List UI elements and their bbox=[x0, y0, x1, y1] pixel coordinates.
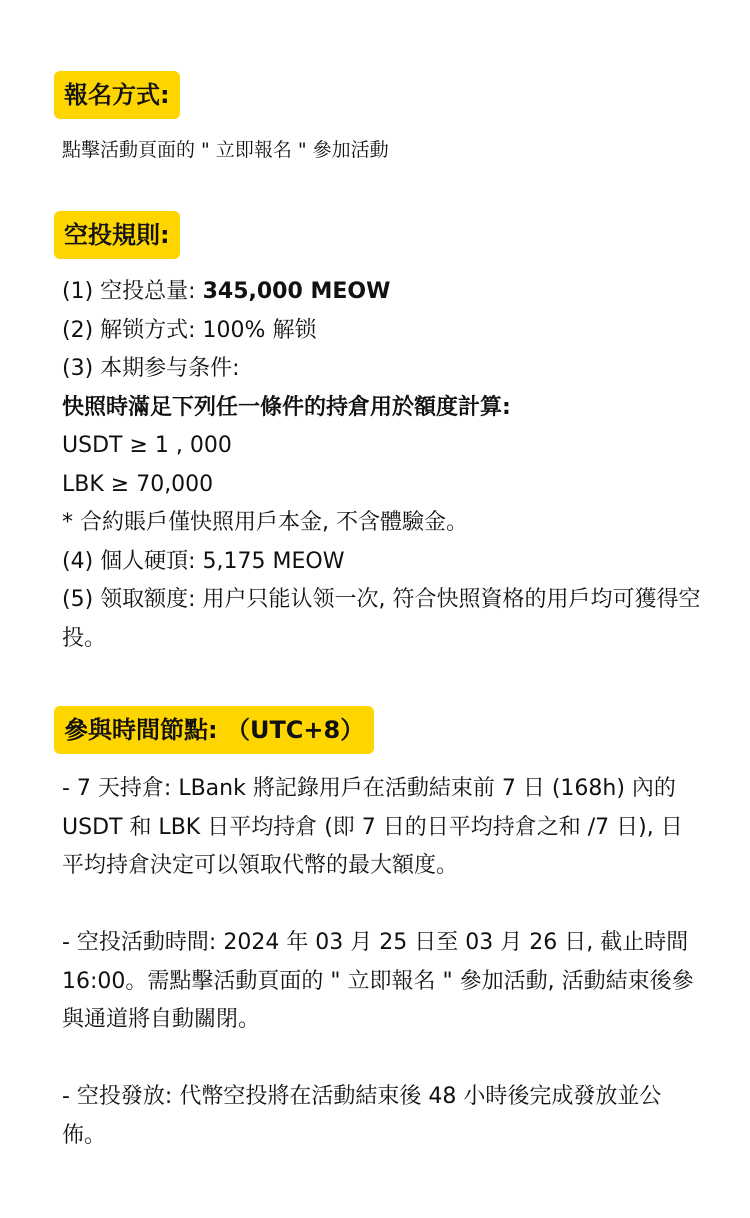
rules-note: * 合約賬戶僅快照用戶本金, 不含體驗金。 bbox=[62, 510, 468, 535]
schedule-spacer-2 bbox=[62, 1040, 702, 1079]
rules-title-badge bbox=[54, 211, 180, 259]
registration-text bbox=[62, 136, 702, 164]
registration-title: 報名方式: bbox=[64, 81, 170, 109]
schedule-title: 參與時間節點: （UTC+8） bbox=[64, 716, 365, 744]
schedule-holding: - 7 天持倉: LBank 將記錄用戶在活動結束前 7 日 (168h) 內的 USDT 和 LBK 日平均持倉 (即 7 日的日平均持倉之和 /7 日), 日平均持倉決定可以領取代幣的最大額度。 bbox=[62, 776, 683, 878]
rules-quota: (5) 领取额度: 用户只能认领一次, 符合快照資格的用戶均可獲得空投。 bbox=[62, 587, 701, 651]
schedule-spacer-1 bbox=[62, 886, 702, 925]
rules-personal-cap: (4) 個人硬頂: 5,175 MEOW bbox=[62, 548, 345, 574]
rules-total-line bbox=[62, 273, 702, 312]
schedule-event-time: - 空投活動時間: 2024 年 03 月 25 日至 03 月 26 日, 截止時間 16:00。需點擊活動頁面的 " 立即報名 " 參加活動, 活動結束後參與通道將自動關閉。 bbox=[62, 930, 694, 1032]
registration-instruction: 點擊活動頁面的 " 立即報名 " 參加活動 bbox=[62, 139, 389, 161]
rules-title: 空投規則: bbox=[64, 221, 170, 249]
registration-title-badge bbox=[54, 71, 180, 119]
rules-snapshot-rule: 快照時滿足下列任一條件的持倉用於額度計算: bbox=[62, 394, 511, 420]
rules-conditions-label: (3) 本期参与条件: bbox=[62, 356, 240, 381]
schedule-title-badge bbox=[54, 706, 374, 754]
rules-body bbox=[62, 273, 702, 658]
rules-usdt-condition: USDT ≥ 1 , 000 bbox=[62, 433, 232, 458]
schedule-distribution: - 空投發放: 代幣空投將在活動結束後 48 小時後完成發放並公佈。 bbox=[62, 1084, 662, 1148]
rules-unlock: (2) 解锁方式: 100% 解锁 bbox=[62, 317, 317, 343]
schedule-body bbox=[62, 770, 702, 1155]
rules-total-label: (1) 空投总量: bbox=[62, 279, 196, 304]
rules-total-value: 345,000 MEOW bbox=[202, 279, 391, 304]
rules-lbk-condition: LBK ≥ 70,000 bbox=[62, 471, 214, 497]
